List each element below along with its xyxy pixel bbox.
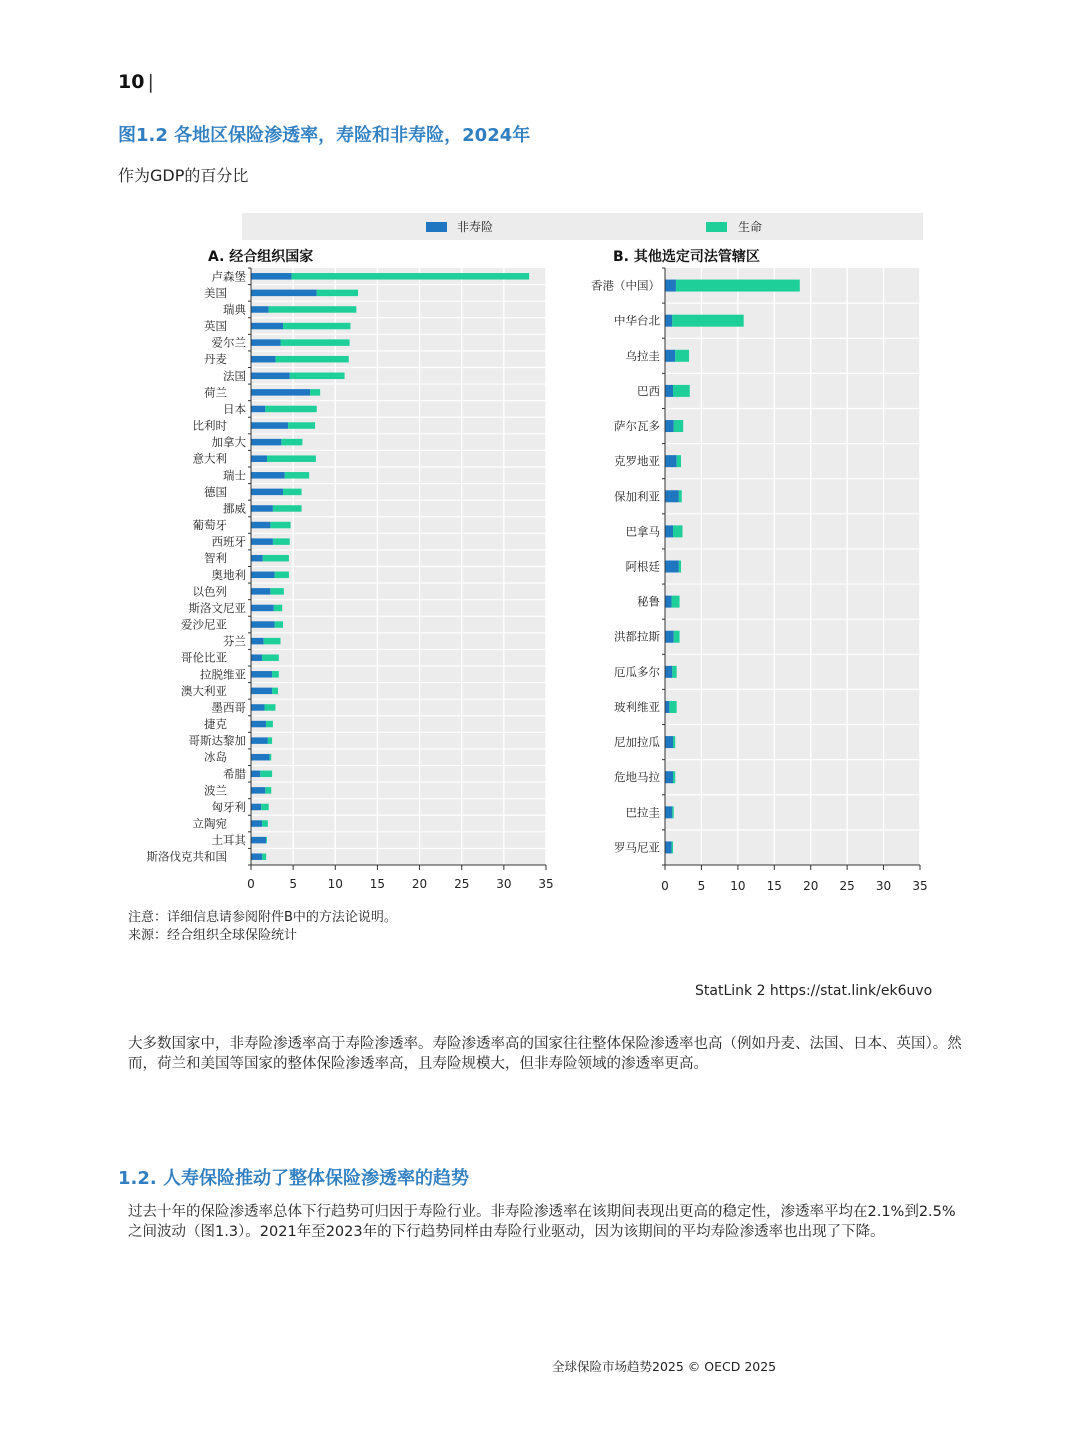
bar-life-2: [269, 306, 357, 313]
bar-life-3: [283, 323, 350, 330]
bar-life-35: [262, 853, 266, 860]
category-label-17: 智利: [204, 551, 227, 566]
bar-life-6: [679, 490, 682, 502]
category-label-0: 香港（中国）: [591, 278, 660, 293]
panel-a-title: A. 经合组织国家: [208, 249, 314, 265]
bar-non-life-4: [665, 420, 674, 432]
category-label-20: 斯洛文尼亚: [188, 600, 246, 615]
panel-b-title: B. 其他选定司法管辖区: [613, 249, 760, 265]
category-label-12: 瑞士: [223, 468, 246, 483]
bar-life-30: [260, 771, 272, 778]
bar-life-9: [672, 596, 680, 608]
bar-life-31: [265, 787, 271, 794]
category-label-12: 玻利维亚: [614, 699, 660, 714]
bar-non-life-2: [251, 306, 269, 313]
bar-life-27: [266, 721, 273, 728]
bar-non-life-34: [251, 837, 266, 844]
bar-life-25: [272, 688, 278, 695]
page-number: 10 |: [118, 71, 154, 93]
category-label-4: 爱尔兰: [211, 335, 246, 350]
bar-life-7: [673, 525, 682, 537]
panel-a: [147, 268, 554, 891]
bar-non-life-11: [665, 666, 672, 678]
legend-background: [242, 213, 923, 240]
bar-non-life-19: [251, 588, 270, 595]
bar-life-13: [283, 489, 302, 496]
category-label-0: 卢森堡: [211, 269, 246, 284]
bar-non-life-28: [251, 737, 268, 744]
category-label-30: 希腊: [223, 766, 246, 781]
legend-label-non-life: 非寿险: [457, 220, 494, 234]
category-label-10: 加拿大: [211, 435, 246, 450]
category-label-7: 荷兰: [204, 385, 227, 400]
bar-non-life-8: [665, 561, 679, 573]
category-label-35: 斯洛伐克共和国: [146, 849, 227, 864]
bar-non-life-12: [251, 472, 285, 479]
bar-life-16: [672, 841, 673, 853]
bar-life-26: [264, 704, 275, 711]
statlink[interactable]: StatLink 2 https://stat.link/ek6uvo: [695, 983, 933, 999]
category-label-16: 西班牙: [211, 534, 246, 549]
bar-non-life-17: [251, 555, 263, 562]
bar-life-15: [270, 522, 290, 529]
bar-non-life-2: [665, 350, 675, 362]
category-label-27: 捷克: [204, 717, 227, 732]
body-paragraph-1: 大多数国家中，非寿险渗透率高于寿险渗透率。寿险渗透率高的国家往往整体保险渗透率也高（例如丹麦、法国、日本、英国）。然而，荷兰和美国等国家的整体保险渗透率高，且寿险规模大，但非寿险领域的渗透率更高。: [128, 1036, 962, 1072]
category-label-6: 保加利亚: [614, 489, 660, 504]
bar-non-life-13: [665, 736, 673, 748]
bar-life-14: [673, 771, 675, 783]
category-label-28: 哥斯达黎加: [188, 733, 246, 748]
category-label-34: 土耳其: [211, 833, 246, 848]
bar-non-life-30: [251, 771, 260, 778]
x-tick-label: 5: [289, 877, 297, 891]
bar-non-life-27: [251, 721, 266, 728]
bar-non-life-23: [251, 654, 262, 661]
figure-notes: [128, 909, 397, 945]
x-tick-label: 35: [912, 879, 928, 893]
category-label-1: 美国: [204, 285, 227, 300]
category-label-14: 危地马拉: [614, 770, 660, 785]
bar-life-8: [265, 406, 316, 413]
bar-non-life-33: [251, 820, 262, 827]
bar-life-22: [264, 638, 281, 645]
category-label-21: 爱沙尼亚: [181, 617, 227, 632]
bar-non-life-25: [251, 688, 272, 695]
bar-non-life-20: [251, 605, 274, 612]
category-label-33: 立陶宛: [192, 816, 227, 831]
bar-life-16: [273, 538, 290, 545]
bar-life-5: [275, 356, 348, 363]
bar-non-life-3: [251, 323, 283, 330]
category-label-23: 哥伦比亚: [181, 650, 227, 665]
bar-life-12: [285, 472, 309, 479]
category-label-31: 波兰: [204, 783, 227, 798]
x-tick-label: 10: [327, 877, 343, 891]
bar-life-10: [674, 631, 680, 643]
bar-life-4: [281, 339, 350, 346]
bar-non-life-7: [665, 525, 673, 537]
bar-life-11: [672, 666, 676, 678]
figure-title: 图1.2 各地区保险渗透率，寿险和非寿险，2024年: [118, 125, 531, 146]
bar-non-life-12: [665, 701, 669, 713]
bar-life-14: [273, 505, 302, 512]
bar-life-5: [677, 455, 681, 467]
bar-life-2: [675, 350, 689, 362]
category-label-2: 瑞典: [223, 302, 246, 317]
x-tick-label: 25: [454, 877, 470, 891]
bar-non-life-35: [251, 853, 262, 860]
category-label-19: 以色列: [192, 584, 227, 599]
category-label-18: 奥地利: [211, 567, 246, 582]
category-label-4: 萨尔瓦多: [614, 419, 660, 434]
category-label-5: 丹麦: [204, 352, 227, 367]
x-tick-label: 30: [496, 877, 512, 891]
bar-non-life-15: [665, 806, 672, 818]
bar-non-life-29: [251, 754, 270, 761]
bar-non-life-24: [251, 671, 272, 678]
bar-life-13: [673, 736, 675, 748]
category-label-13: 德国: [204, 484, 227, 499]
bar-life-28: [268, 737, 272, 744]
plot-background: [665, 268, 920, 865]
source-line: 来源：经合组织全球保险统计: [128, 928, 298, 943]
category-label-6: 法国: [223, 368, 246, 383]
bar-life-0: [291, 273, 529, 280]
bar-life-19: [270, 588, 283, 595]
bar-life-3: [673, 385, 690, 397]
category-label-3: 英国: [204, 319, 227, 334]
figure-subtitle: 作为GDP的百分比: [118, 166, 249, 185]
bar-non-life-1: [251, 290, 317, 297]
bar-non-life-14: [251, 505, 273, 512]
bar-life-11: [267, 455, 316, 462]
bar-life-20: [274, 605, 282, 612]
x-tick-label: 35: [538, 877, 554, 891]
bar-non-life-10: [665, 631, 674, 643]
category-label-14: 挪威: [223, 501, 246, 516]
note-line: 注意：详细信息请参阅附件B中的方法论说明。: [128, 910, 397, 925]
bar-life-18: [275, 572, 289, 579]
category-label-13: 尼加拉瓜: [614, 735, 660, 750]
bar-non-life-1: [665, 315, 672, 327]
bar-non-life-22: [251, 638, 264, 645]
bar-non-life-9: [251, 422, 288, 429]
bar-non-life-32: [251, 804, 261, 811]
x-tick-label: 15: [766, 879, 782, 893]
x-tick-label: 20: [411, 877, 428, 891]
x-tick-label: 15: [369, 877, 386, 891]
bar-non-life-11: [251, 455, 267, 462]
bar-non-life-13: [251, 489, 283, 496]
x-tick-label: 30: [875, 879, 892, 893]
bar-life-0: [676, 280, 800, 292]
category-label-11: 意大利: [192, 451, 227, 466]
body-paragraph-2: 过去十年的保险渗透率总体下行趋势可归因于寿险行业。非寿险渗透率在该期间表现出更高的稳定性，渗透率平均在2.1%到2.5%之间波动（图1.3）。2021年至2023年的下行趋势同样由寿险行业驱动，因为该期间的平均寿险渗透率也出现了下降。: [128, 1204, 956, 1240]
bar-life-32: [261, 804, 269, 811]
category-label-9: 秘鲁: [637, 594, 660, 609]
bar-non-life-15: [251, 522, 270, 529]
bar-life-15: [672, 806, 673, 818]
category-label-29: 冰岛: [204, 750, 227, 765]
category-label-15: 葡萄牙: [192, 518, 227, 533]
bar-non-life-14: [665, 771, 673, 783]
bar-life-24: [272, 671, 279, 678]
bar-life-23: [262, 654, 279, 661]
bar-life-33: [262, 820, 268, 827]
bar-non-life-10: [251, 439, 281, 446]
bar-life-34: [266, 837, 267, 844]
bar-life-4: [674, 420, 683, 432]
bar-non-life-8: [251, 406, 265, 413]
category-label-24: 拉脱维亚: [200, 667, 246, 682]
x-tick-label: 5: [697, 879, 706, 893]
bar-non-life-0: [665, 280, 676, 292]
bar-life-7: [310, 389, 320, 396]
legend-label-life: 生命: [738, 220, 763, 234]
panel-b: [591, 268, 928, 893]
bar-life-9: [288, 422, 315, 429]
bar-non-life-16: [251, 538, 273, 545]
page-footer: 全球保险市场趋势2025 © OECD 2025: [552, 1359, 777, 1374]
bar-non-life-5: [665, 455, 677, 467]
bar-non-life-3: [665, 385, 673, 397]
bar-life-12: [669, 701, 676, 713]
bar-non-life-31: [251, 787, 265, 794]
bar-non-life-26: [251, 704, 264, 711]
section-heading: 1.2. 人寿保险推动了整体保险渗透率的趋势: [118, 1168, 469, 1189]
bar-non-life-6: [251, 373, 290, 380]
bar-life-17: [263, 555, 289, 562]
category-label-3: 巴西: [637, 383, 660, 398]
bar-life-1: [317, 290, 358, 297]
legend-swatch-life: [706, 222, 727, 232]
category-label-2: 乌拉圭: [625, 348, 660, 363]
bar-non-life-6: [665, 490, 679, 502]
category-label-32: 匈牙利: [211, 799, 246, 814]
bar-life-1: [672, 315, 743, 327]
x-tick-label: 10: [730, 879, 746, 893]
category-label-26: 墨西哥: [211, 700, 246, 715]
category-label-11: 厄瓜多尔: [614, 664, 660, 679]
bar-non-life-7: [251, 389, 310, 396]
category-label-16: 罗马尼亚: [614, 840, 660, 855]
bar-life-21: [275, 621, 283, 628]
x-tick-label: 0: [247, 877, 255, 891]
x-tick-label: 20: [803, 879, 819, 893]
category-label-5: 克罗地亚: [614, 454, 660, 469]
category-label-8: 阿根廷: [625, 559, 660, 574]
category-label-22: 芬兰: [223, 634, 246, 649]
bar-non-life-16: [665, 841, 672, 853]
bar-non-life-21: [251, 621, 275, 628]
category-label-10: 洪都拉斯: [614, 629, 660, 644]
category-label-8: 日本: [223, 401, 246, 416]
x-tick-label: 25: [839, 879, 855, 893]
category-label-15: 巴拉圭: [625, 805, 660, 820]
bar-non-life-18: [251, 572, 275, 579]
category-label-7: 巴拿马: [625, 524, 660, 539]
category-label-25: 澳大利亚: [181, 683, 227, 698]
bar-non-life-9: [665, 596, 672, 608]
bar-life-6: [290, 373, 345, 380]
category-label-1: 中华台北: [614, 313, 660, 328]
bar-life-10: [281, 439, 302, 446]
bar-life-8: [679, 561, 681, 573]
bar-non-life-4: [251, 339, 281, 346]
bar-non-life-5: [251, 356, 275, 363]
category-label-9: 比利时: [192, 418, 227, 433]
legend-swatch-non-life: [426, 222, 447, 232]
bar-non-life-0: [251, 273, 291, 280]
x-tick-label: 0: [661, 879, 669, 893]
bar-life-29: [270, 754, 272, 761]
